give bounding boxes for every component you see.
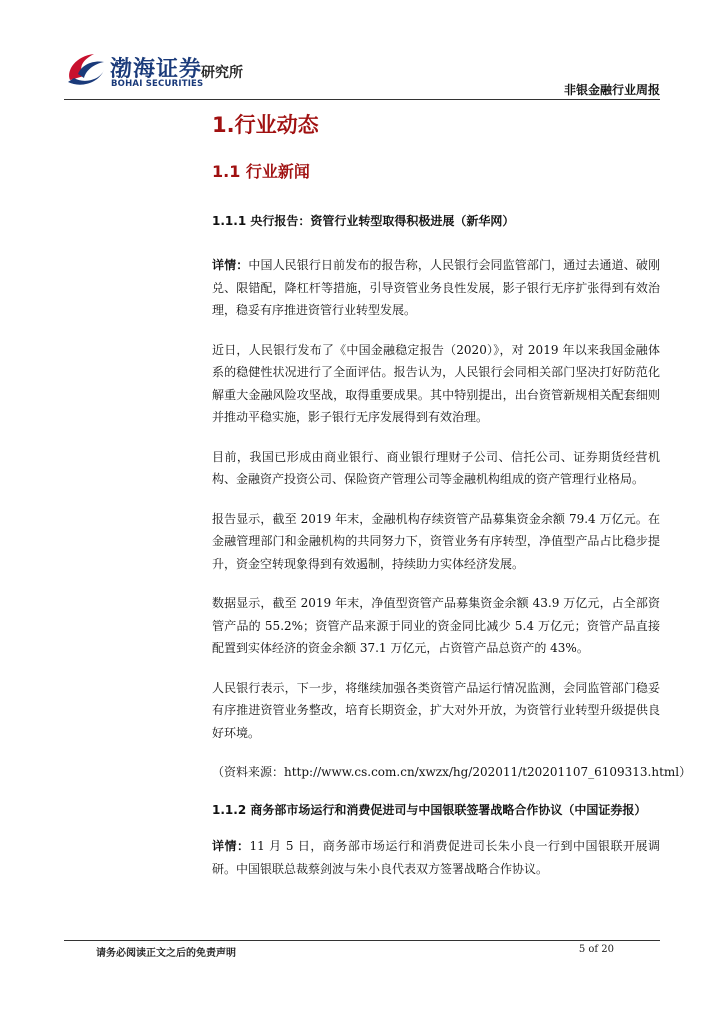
header-divider <box>64 99 660 100</box>
company-logo <box>64 50 264 94</box>
news-item-1-paragraph-2: 近日，人民银行发布了《中国金融稳定报告（2020）》，对 2019 年以来我国金融体系的稳健性状况进行了全面评估。报告认为，人民银行会同相关部门坚决打好防范化解重大金融风险攻坚战，取得重要成果。其中特别提出，出台资管新规相关配套细则并推动平稳实施，影子银行无序发展得到有效治理。 <box>212 342 660 424</box>
news-item-1-detail <box>212 254 660 322</box>
news-item-1-paragraph-4: 报告显示，截至 2019 年末，金融机构存续资管产品募集资金余额 79.4 万亿元。在金融管理部门和金融机构的共同努力下，资管业务有序转型，净值型产品占比稳步提升，资金空转现象得到有效遏制，持续助力实体经济发展。 <box>212 511 660 571</box>
detail-label: 详情： <box>212 839 250 853</box>
section-heading: 1.行业动态 <box>212 113 319 137</box>
news-item-1-paragraph-6: 人民银行表示，下一步，将继续加强各类资管产品运行情况监测，会同监管部门稳妥有序推进资管业务整改，培育长期资金，扩大对外开放，为资管行业转型升级提供良好环境。 <box>212 680 660 740</box>
report-type-title: 非银金融行业周报 <box>563 83 660 97</box>
subsection-heading: 1.1 行业新闻 <box>212 162 310 181</box>
news-item-2-detail <box>212 835 660 880</box>
page-number: 5 of 20 <box>578 944 614 955</box>
footer-divider <box>64 940 660 941</box>
bohai-logo-icon <box>64 50 108 90</box>
logo-english-name: BOHAI SECURITIES <box>111 79 204 89</box>
news-item-1-paragraph-5: 数据显示，截至 2019 年末，净值型资管产品募集资金余额 43.9 万亿元，占全部资管产品的 55.2%；资管产品来源于同业的资金同比减少 5.4 万亿元；资管产品直接配置到实体经济的资金余额 37.1 万亿元，占资管产品总资产的 43%。 <box>212 596 660 655</box>
news-item-2-title: 1.1.2 商务部市场运行和消费促进司与中国银联签署战略合作协议（中国证券报） <box>212 803 647 817</box>
news-item-1-source: （资料来源：http://www.cs.com.cn/xwzx/hg/202011/t20201107_6109313.html） <box>212 765 692 779</box>
footer-disclaimer: 请务必阅读正文之后的免责声明 <box>96 948 236 959</box>
news-item-1-paragraph-3: 目前，我国已形成由商业银行、商业银行理财子公司、信托公司、证券期货经营机构、金融资产投资公司、保险资产管理公司等金融机构组成的资产管理行业格局。 <box>212 449 660 486</box>
logo-chinese-name: 渤海证券 <box>110 57 203 82</box>
detail-text: 11 月 5 日，商务部市场运行和消费促进司长朱小良一行到中国银联开展调研。中国银联总裁蔡剑波与朱小良代表双方签署战略合作协议。 <box>212 839 660 876</box>
institute-label: 研究所 <box>201 65 243 81</box>
detail-label: 详情： <box>212 258 249 272</box>
news-item-1-title: 1.1.1 央行报告：资管行业转型取得积极进展（新华网） <box>212 214 515 228</box>
main-content <box>212 104 692 897</box>
detail-text: 中国人民银行日前发布的报告称，人民银行会同监管部门，通过去通道、破刚兑、限错配，降杠杆等措施，引导资管业务良性发展，影子银行无序扩张得到有效治理，稳妥有序推进资管行业转型发展。 <box>212 258 660 317</box>
